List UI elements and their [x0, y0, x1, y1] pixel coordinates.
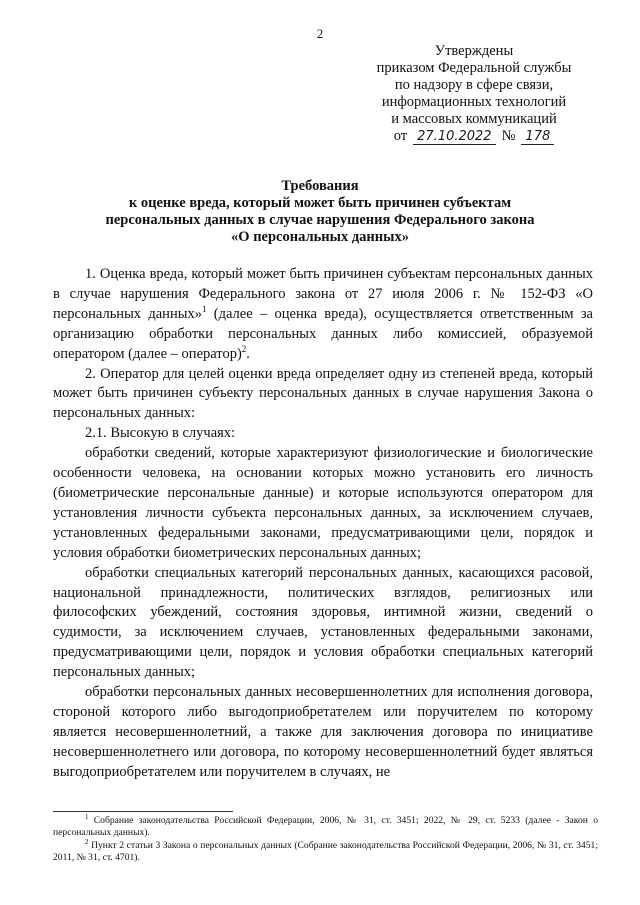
paragraph-1-text: 1. Оценка вреда, который может быть причинен субъектам персональных данных в случае нарушения Федерального закона от 27 июля 2006 г. № 152-ФЗ «О персональных данных»: [53, 266, 593, 322]
footnote-divider: [53, 811, 233, 812]
paragraph-1-period: .: [246, 345, 250, 362]
footnote-1: [53, 812, 598, 840]
handwritten-date: 27.10.2022: [413, 129, 495, 145]
paragraph-1-text-cont: (далее – оценка вреда), осуществляется ответственным за организацию обработки персональных данных либо комиссией, образуемой оператором (далее – оператор): [53, 305, 593, 362]
footnote-text: Собрание законодательства Российской Федерации, 2006, № 31, ст. 3451; 2022, № 29, ст. 5233 (далее - Закон о персональных данных).: [53, 815, 598, 839]
page-number: 2: [316, 26, 324, 41]
title-line: к оценке вреда, который может быть причинен субъектам: [128, 195, 512, 211]
title-line: «О персональных данных»: [231, 229, 409, 245]
footnotes: [53, 812, 598, 865]
footnote-mark: 1: [85, 812, 89, 821]
paragraph-2: 2. Оператор для целей оценки вреда определяет одну из степеней вреда, который может быть причинен субъекту персональных данных в случае нарушения Закона о персональных данных:: [53, 365, 593, 422]
approval-line: и массовых коммуникаций: [391, 111, 557, 127]
document-body: [53, 265, 593, 783]
document-title: [60, 178, 580, 246]
title-line: Требования: [281, 178, 359, 194]
paragraph-1: [53, 265, 593, 365]
approval-block: [360, 43, 588, 145]
paragraph-special-categories: обработки специальных категорий персональных данных, касающихся расовой, национальной принадлежности, политических взглядов, религиозных или философских убеждений, состояния здоровья, интимной жизни, сведений о судимости, за исключением случаев, установленных федеральными законами, предусматривающими цели, порядок и условия обработки специальных категорий персональных данных;: [53, 564, 593, 681]
title-line: персональных данных в случае нарушения Федерального закона: [105, 212, 535, 228]
footnote-ref-2: 2: [241, 343, 247, 354]
approval-date-number-line: [360, 128, 588, 145]
paragraph-biometric: обработки сведений, которые характеризуют физиологические и биологические особенности человека, на основании которых можно установить его личность (биометрические персональные данные) и которые используются оператором для установления личности субъекта персональных данных, за исключением случаев, установленных федеральными законами, предусматривающими цели, порядок и условия обработки биометрических персональных данных;: [53, 445, 593, 561]
footnote-mark: 2: [85, 837, 89, 846]
approval-line: Утверждены: [434, 43, 514, 59]
approval-line: приказом Федеральной службы: [376, 60, 572, 76]
number-label: №: [501, 128, 516, 144]
paragraph-minors: обработки персональных данных несовершеннолетних для исполнения договора, стороной которого либо выгодоприобретателем или поручителем по которому является несовершеннолетний, а также для заключения договора по инициативе несовершеннолетнего или договора, по которому несовершеннолетний будет являться выгодоприобретателем или поручителем в случаях, не: [53, 684, 593, 780]
handwritten-number: 178: [521, 129, 554, 145]
from-label: от: [393, 128, 408, 144]
paragraph-2-1: 2.1. Высокую в случаях:: [85, 425, 236, 442]
footnote-ref-1: 1: [201, 303, 207, 314]
approval-line: информационных технологий: [381, 94, 567, 110]
approval-line: по надзору в сфере связи,: [394, 77, 554, 93]
footnote-2: [53, 837, 598, 865]
footnote-text: Пункт 2 статьи 3 Закона о персональных данных (Собрание законодательства Российской Федерации, 2006, № 31, ст. 3451; 2011, № 31, ст. 4701).: [53, 839, 598, 864]
